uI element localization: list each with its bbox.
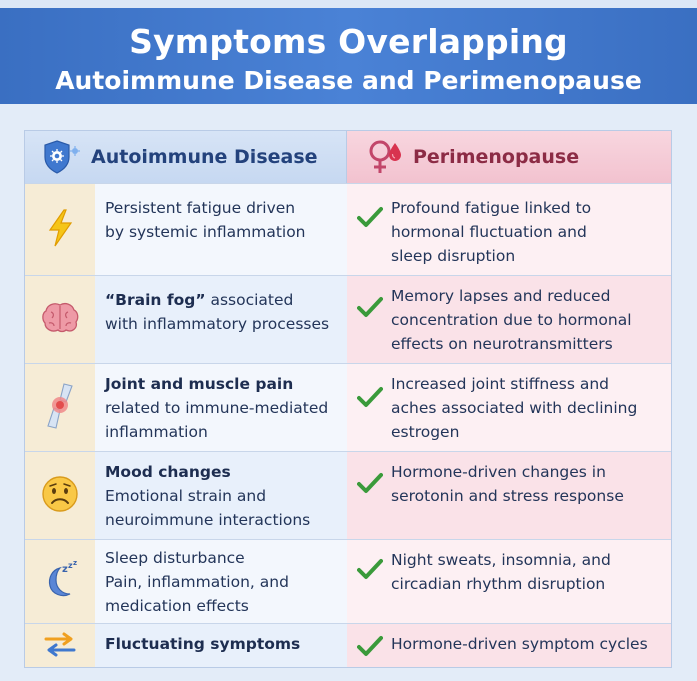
header-perimenopause bbox=[347, 131, 671, 183]
table-row bbox=[25, 183, 671, 275]
row-icon-cell bbox=[25, 276, 96, 363]
title-line-1: Symptoms Overlapping bbox=[129, 22, 568, 61]
lightning-bolt-icon bbox=[44, 208, 76, 252]
title-line-2: Autoimmune Disease and Perimenopause bbox=[55, 66, 642, 95]
check-icon bbox=[357, 296, 383, 322]
autoimmune-cell bbox=[95, 184, 348, 275]
header-autoimmune bbox=[25, 131, 347, 183]
row-icon-cell bbox=[25, 452, 96, 539]
autoimmune-text: Sleep disturbance Pain, inflammation, and medication effects bbox=[105, 549, 289, 615]
table-row bbox=[25, 363, 671, 451]
autoimmune-cell bbox=[95, 276, 348, 363]
autoimmune-cell bbox=[95, 364, 348, 451]
header-perimenopause-label: Perimenopause bbox=[413, 146, 580, 168]
perimenopause-text: Increased joint stiffness and aches associated with declining estrogen bbox=[391, 375, 638, 441]
perimenopause-text: Hormone-driven symptom cycles bbox=[391, 635, 648, 653]
joint-icon bbox=[42, 382, 78, 434]
autoimmune-cell bbox=[95, 452, 348, 539]
comparison-table bbox=[24, 130, 672, 668]
shield-icon bbox=[43, 139, 83, 175]
perimenopause-cell bbox=[347, 540, 671, 623]
autoimmune-text: “Brain fog” associated with inflammatory processes bbox=[105, 291, 330, 333]
svg-text:z: z bbox=[68, 560, 73, 570]
perimenopause-text: Hormone-driven changes in serotonin and stress response bbox=[391, 463, 624, 505]
row-icon-cell bbox=[25, 624, 96, 667]
perimenopause-cell bbox=[347, 452, 671, 539]
autoimmune-text: Persistent fatigue driven by systemic inflammation bbox=[105, 199, 306, 241]
check-icon bbox=[357, 386, 383, 412]
svg-text:z: z bbox=[73, 558, 78, 567]
check-icon bbox=[357, 635, 383, 661]
autoimmune-cell bbox=[95, 540, 348, 623]
female-symbol-icon bbox=[367, 137, 403, 177]
perimenopause-text: Profound fatigue linked to hormonal fluctuation and sleep disruption bbox=[391, 199, 592, 265]
row-icon-cell bbox=[25, 184, 96, 275]
perimenopause-cell bbox=[347, 184, 671, 275]
table-row bbox=[25, 539, 671, 623]
autoimmune-text: Joint and muscle pain related to immune-mediated inflammation bbox=[105, 375, 329, 441]
table-row bbox=[25, 275, 671, 363]
moon-sleep-icon bbox=[38, 558, 82, 606]
title-banner bbox=[0, 8, 697, 104]
perimenopause-cell bbox=[347, 624, 671, 667]
svg-text:z: z bbox=[62, 563, 68, 575]
check-icon bbox=[357, 472, 383, 498]
table-row bbox=[25, 623, 671, 667]
check-icon bbox=[357, 558, 383, 584]
table-row bbox=[25, 451, 671, 539]
check-icon bbox=[357, 206, 383, 232]
perimenopause-cell bbox=[347, 276, 671, 363]
autoimmune-text: Fluctuating symptoms bbox=[105, 635, 301, 653]
sad-face-icon bbox=[40, 474, 80, 518]
header-autoimmune-label: Autoimmune Disease bbox=[91, 146, 318, 168]
perimenopause-text: Memory lapses and reduced concentration due to hormonal effects on neurotransmitters bbox=[391, 287, 632, 353]
perimenopause-text: Night sweats, insomnia, and circadian rhythm disruption bbox=[391, 551, 611, 593]
perimenopause-cell bbox=[347, 364, 671, 451]
swap-arrows-icon bbox=[40, 631, 80, 661]
autoimmune-cell bbox=[95, 624, 348, 667]
top-strip bbox=[0, 0, 697, 8]
row-icon-cell bbox=[25, 364, 96, 451]
autoimmune-text: Mood changes Emotional strain and neuroimmune interactions bbox=[105, 463, 311, 529]
row-icon-cell bbox=[25, 540, 96, 623]
brain-icon bbox=[40, 301, 80, 339]
